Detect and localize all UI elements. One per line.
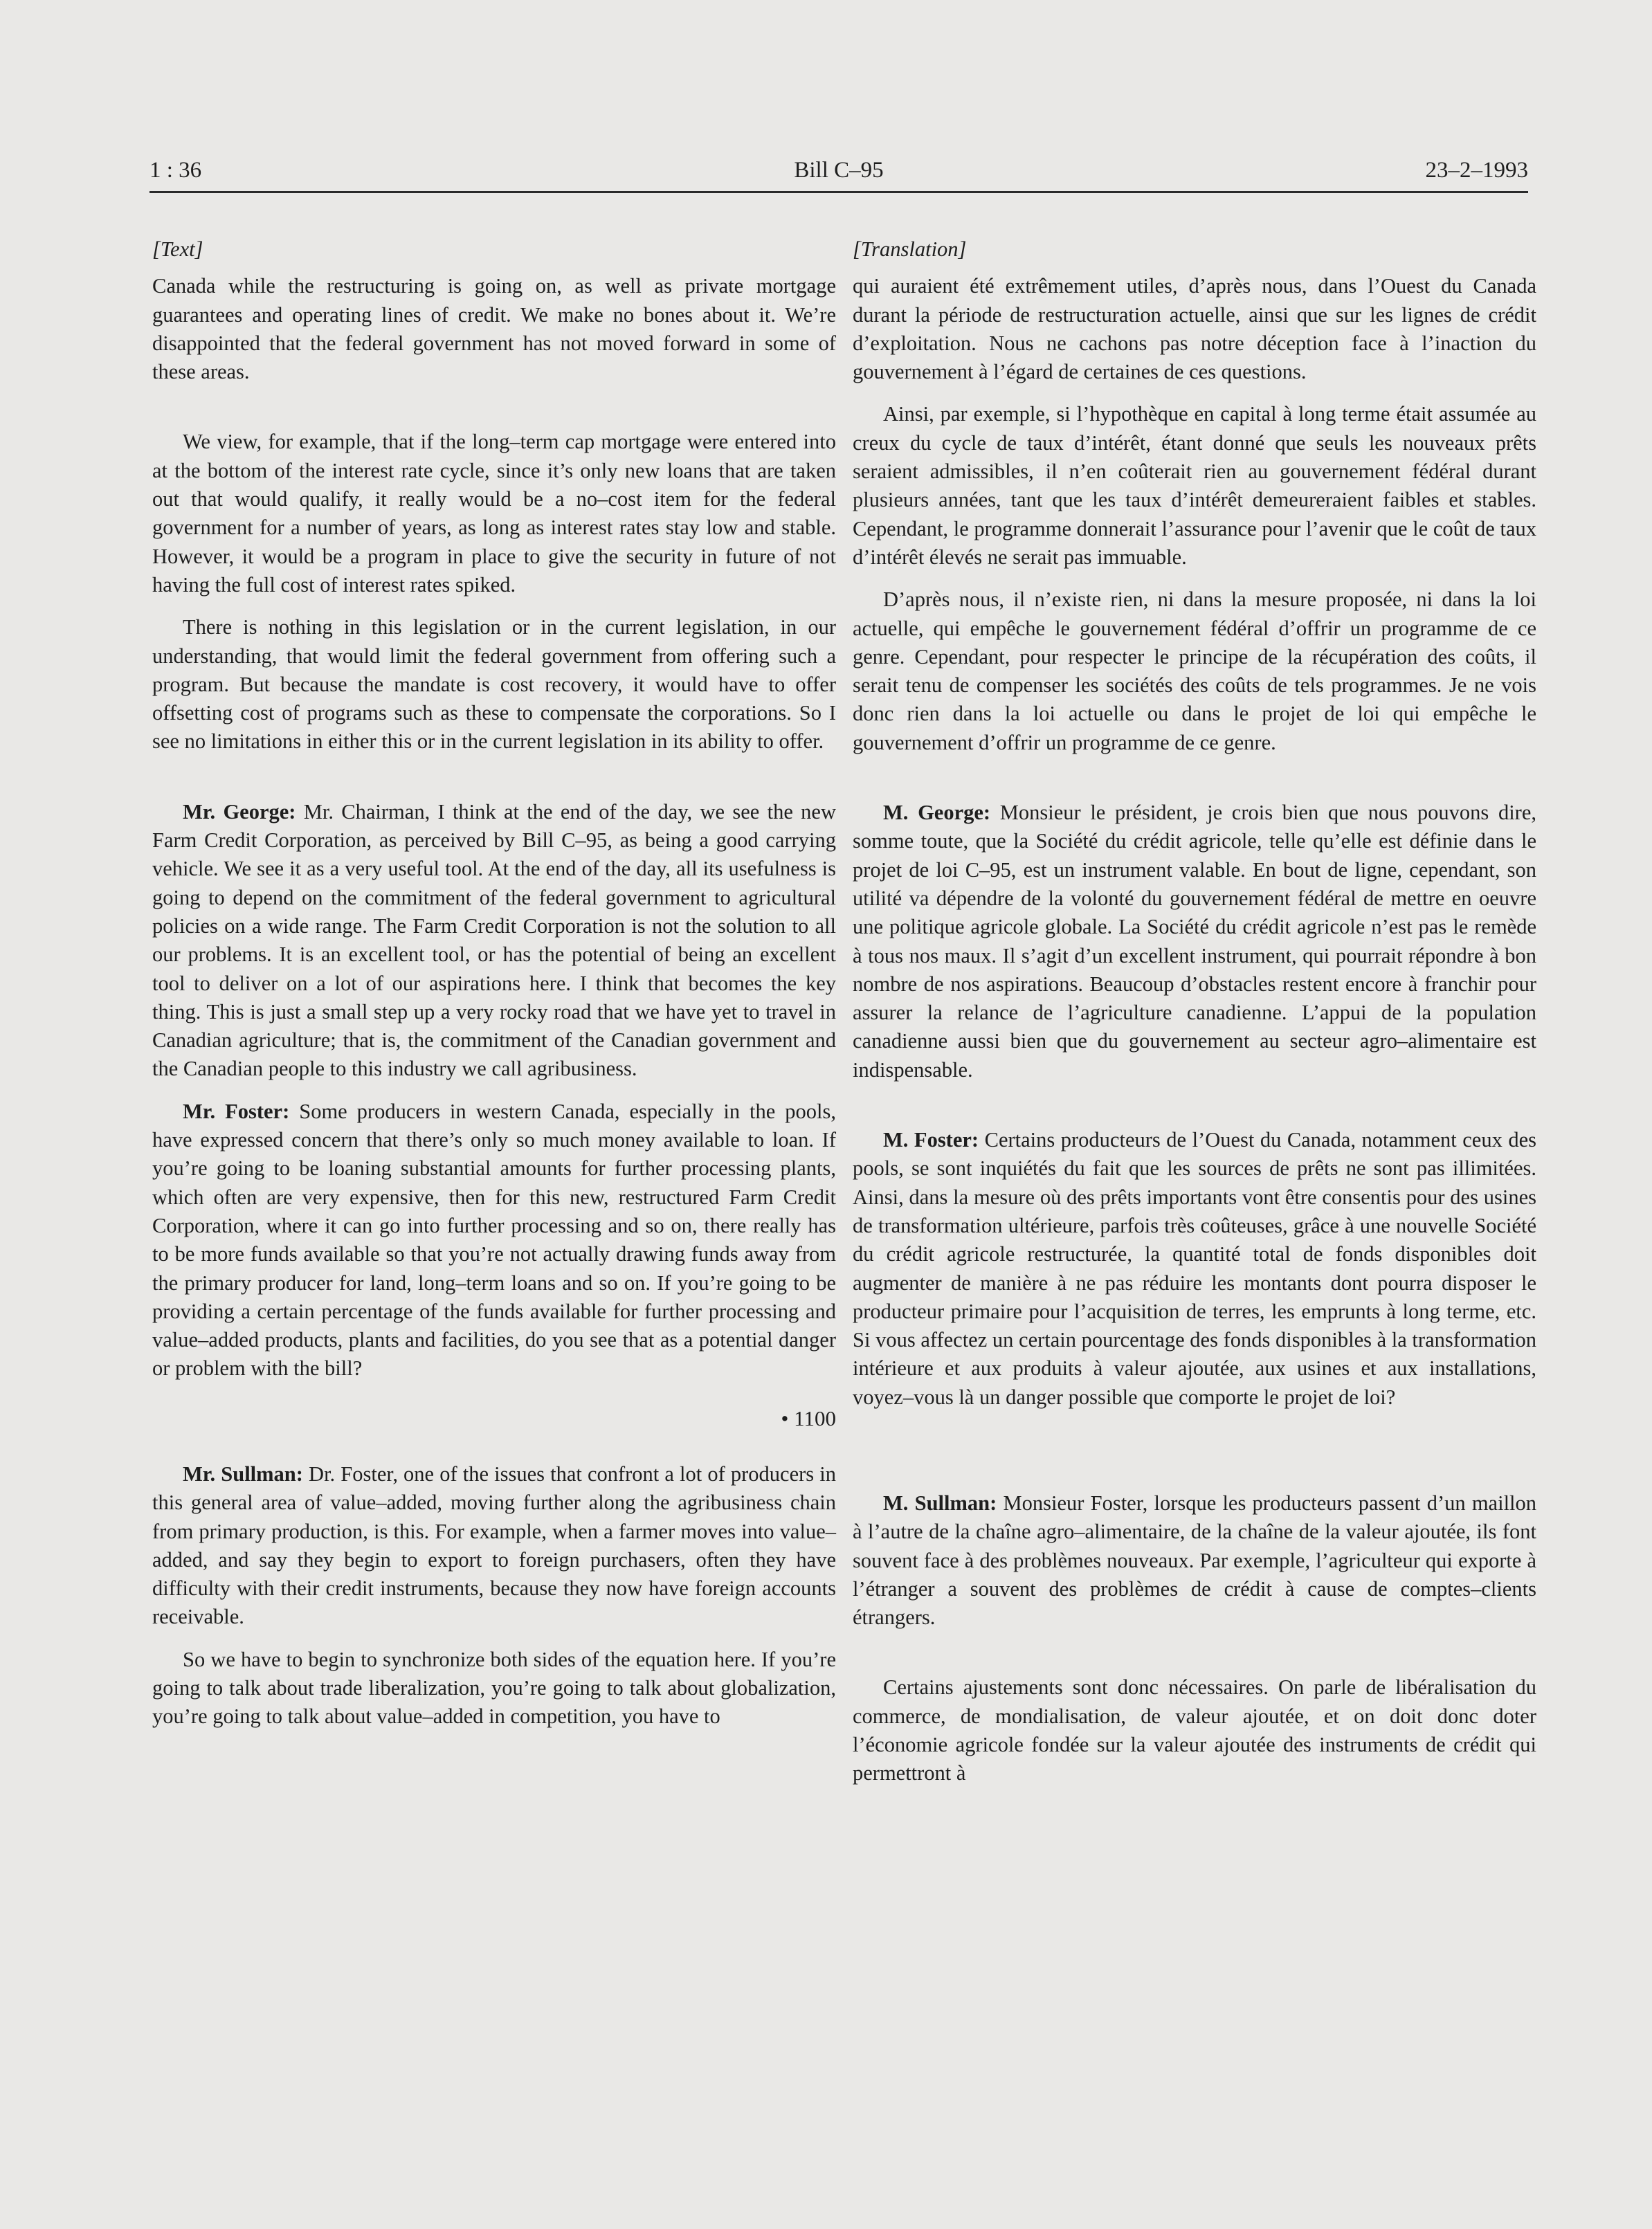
speech-text: Some producers in western Canada, especially in the pools, have expressed concern that there’s only so much money available to loan. If you’re going to be loaning substantial amounts for further processing plants, which often are very expensive, then for this new, restructured Farm Credit Corporation, where it can go into further processing and so on, there really has to be more funds available so that you’re not actually drawing funds away from the primary producer for land, long–term loans and so on. If you’re going to be providing a certain percentage of the funds available for further processing and value–added products, plants and facilities, do you see that as a potential danger or problem with the bill? [152, 1099, 837, 1381]
spacer [853, 1646, 1536, 1673]
speech-text: Certains producteurs de l’Ouest du Canada, notamment ceux des pools, se sont inquiétés du fait que les sources de prêts ne sont pas illimitées. Ainsi, dans la mesure où des prêts importants vont être consentis pour des usines de transformation ultérieure, parfois très coûteuses, grâce à une nouvelle Société du crédit agricole restructurée, la quantité total de fonds disponibles doit augmenter de manière à ne pas réduire les montants dont pourra disposer le producteur primaire pour l’acquisition de terres, les emprunts à long terme, etc. Si vous affectez un certain pourcentage des fonds disponibles à la transformation intérieure et aux produits à valeur ajoutée, aux usines et aux installations, voyez–vous là un danger possible que comporte le projet de loi? [853, 1128, 1537, 1409]
paragraph: There is nothing in this legislation or in the current legislation, in our understanding, that would limit the federal government from offering such a program. But because the mandate is cost recovery, it would have to offer offsetting cost of programs such as these to compensate the corporations. So I see no limitations in either this or in the current legislation in its ability to offer. [152, 615, 836, 754]
english-column [152, 235, 836, 1745]
speaker-name: M. Sullman: [883, 1491, 997, 1515]
speech-text: Monsieur Foster, lorsque les producteurs passent d’un maillon à l’autre de la chaîne agro–alimentaire, de la chaîne de la valeur ajoutée, ils font souvent face à des problèmes nouveaux. Par exemple, l’agriculteur qui exporte à l’étranger a souvent des problèmes de crédit à cause de comptes–clients étrangers. [853, 1491, 1537, 1630]
paragraph: Certains ajustements sont donc nécessaires. On parle de libéralisation du commerce, de mondialisation, de valeur ajoutée, et on doit donc doter l’économie agricole fondée sur la valeur ajoutée des instruments de crédit qui permettront à [853, 1675, 1536, 1785]
spacer [152, 770, 836, 798]
paragraph: D’après nous, il n’existe rien, ni dans la mesure proposée, ni dans la loi actuelle, qui empêche le gouvernement fédéral d’offrir un programme de ce genre. Cependant, pour respecter le principe de la récupération des coûts, il serait tenu de compenser les sociétés des coûts de tels programmes. Je ne vois donc rien dans la loi actuelle ou dans le projet de loi qui empêche le gouvernement d’offrir un programme de ce genre. [853, 588, 1536, 754]
speech-foster [152, 1098, 836, 1383]
speech-george [152, 798, 836, 1084]
header-date: 23–2–1993 [1425, 158, 1528, 183]
translation-tag: [Translation] [853, 237, 967, 261]
paragraph: So we have to begin to synchronize both sides of the equation here. If you’re going to talk about trade liberalization, you’re going to talk about globalization, you’re going to talk about value–added in competition, you have to [152, 1647, 836, 1729]
text-tag: [Text] [152, 237, 203, 261]
paragraph: Canada while the restructuring is going on, as well as private mortgage guarantees and operating lines of credit. We make no bones about it. We’re disappointed that the federal government has not moved forward in some of these areas. [152, 274, 836, 384]
speech-george [853, 799, 1536, 1084]
bill-title: Bill C–95 [794, 158, 884, 183]
paragraph: We view, for example, that if the long–term cap mortgage were entered into at the bottom of the interest rate cycle, since it’s only new loans that are taken out that would qualify, it really would be a no–cost item for the federal government for a number of years, as long as interest rates stay low and stable. However, it would be a program in place to give the security in future of not having the full cost of interest rates spiked. [152, 430, 836, 597]
spacer [853, 1426, 1536, 1489]
spacer [152, 400, 836, 428]
speech-foster [853, 1126, 1536, 1412]
spacer [853, 1098, 1536, 1126]
paragraph: qui auraient été extrêmement utiles, d’après nous, dans l’Ouest du Canada durant la période de restructuration actuelle, ainsi que sur les lignes de crédit d’exploitation. Nous ne cachons pas notre déception face à l’inaction du gouvernement à l’égard de certaines de ces questions. [853, 274, 1536, 384]
speech-sullman [853, 1489, 1536, 1632]
french-column [853, 235, 1536, 1802]
spacer [853, 771, 1536, 799]
speech-text: Dr. Foster, one of the issues that confront a lot of producers in this general area of value–added, moving further along the agribusiness chain from primary production, is this. For example, when a farmer moves into value–added, and say they begin to export to foreign purchasers, often they have difficulty with their credit instruments, because they now have foreign accounts receivable. [152, 1462, 836, 1629]
speech-text: Mr. Chairman, I think at the end of the day, we see the new Farm Credit Corporation, as perceived by Bill C–95, as being a good carrying vehicle. We see it as a very useful tool. At the end of the day, all its usefulness is going to depend on the commitment of the federal government to agricultural policies on a wide range. The Farm Credit Corporation is not the solution to all our problems. It is an excellent tool, or has the potential of being an excellent tool to deliver on a lot of our aspirations here. I think that becomes the key thing. This is just a small step up a very rocky road that we have yet to travel in Canadian agriculture; that is, the commitment of the Canadian government and the Canadian people to this industry we call agribusiness. [152, 799, 836, 1081]
speaker-name: Mr. George: [183, 799, 296, 824]
speaker-name: M. Foster: [883, 1128, 979, 1152]
time-marker: • 1100 [781, 1405, 836, 1430]
speech-sullman [152, 1460, 836, 1632]
speaker-name: Mr. Foster: [183, 1099, 290, 1123]
page-header [149, 158, 1528, 193]
paragraph: Ainsi, par exemple, si l’hypothèque en capital à long terme était assumée au creux du cycle de taux d’intérêt, étant donné que seuls les nouveaux prêts seraient admissibles, il n’en coûterait rien au gouvernement fédéral durant plusieurs années, tant que les taux d’intérêt demeureraient faibles et stables. Cependant, le programme donnerait l’assurance pour l’avenir que le coût de taux d’intérêt élevés ne serait pas immuable. [853, 402, 1536, 569]
speaker-name: Mr. Sullman: [183, 1462, 303, 1486]
speech-text: Monsieur le président, je crois bien que nous pouvons dire, somme toute, que la Société du crédit agricole, telle qu’elle est définie dans le projet de loi C–95, est un instrument valable. En bout de ligne, cependant, son utilité va dépendre de la volonté du gouvernement fédéral de mettre en oeuvre une politique agricole globale. La Société du crédit agricole n’est pas le remède à tous nos maux. Il s’agit d’un excellent instrument, qui pourrait répondre à bon nombre de nos aspirations. Beaucoup d’obstacles restent encore à franchir pour assurer la relance de l’agriculture canadienne. L’appui de la population canadienne aussi bien que du gouvernement au secteur agro–alimentaire est indispensable. [853, 801, 1536, 1082]
speaker-name: M. George: [883, 801, 991, 825]
page-number: 1 : 36 [149, 158, 202, 183]
